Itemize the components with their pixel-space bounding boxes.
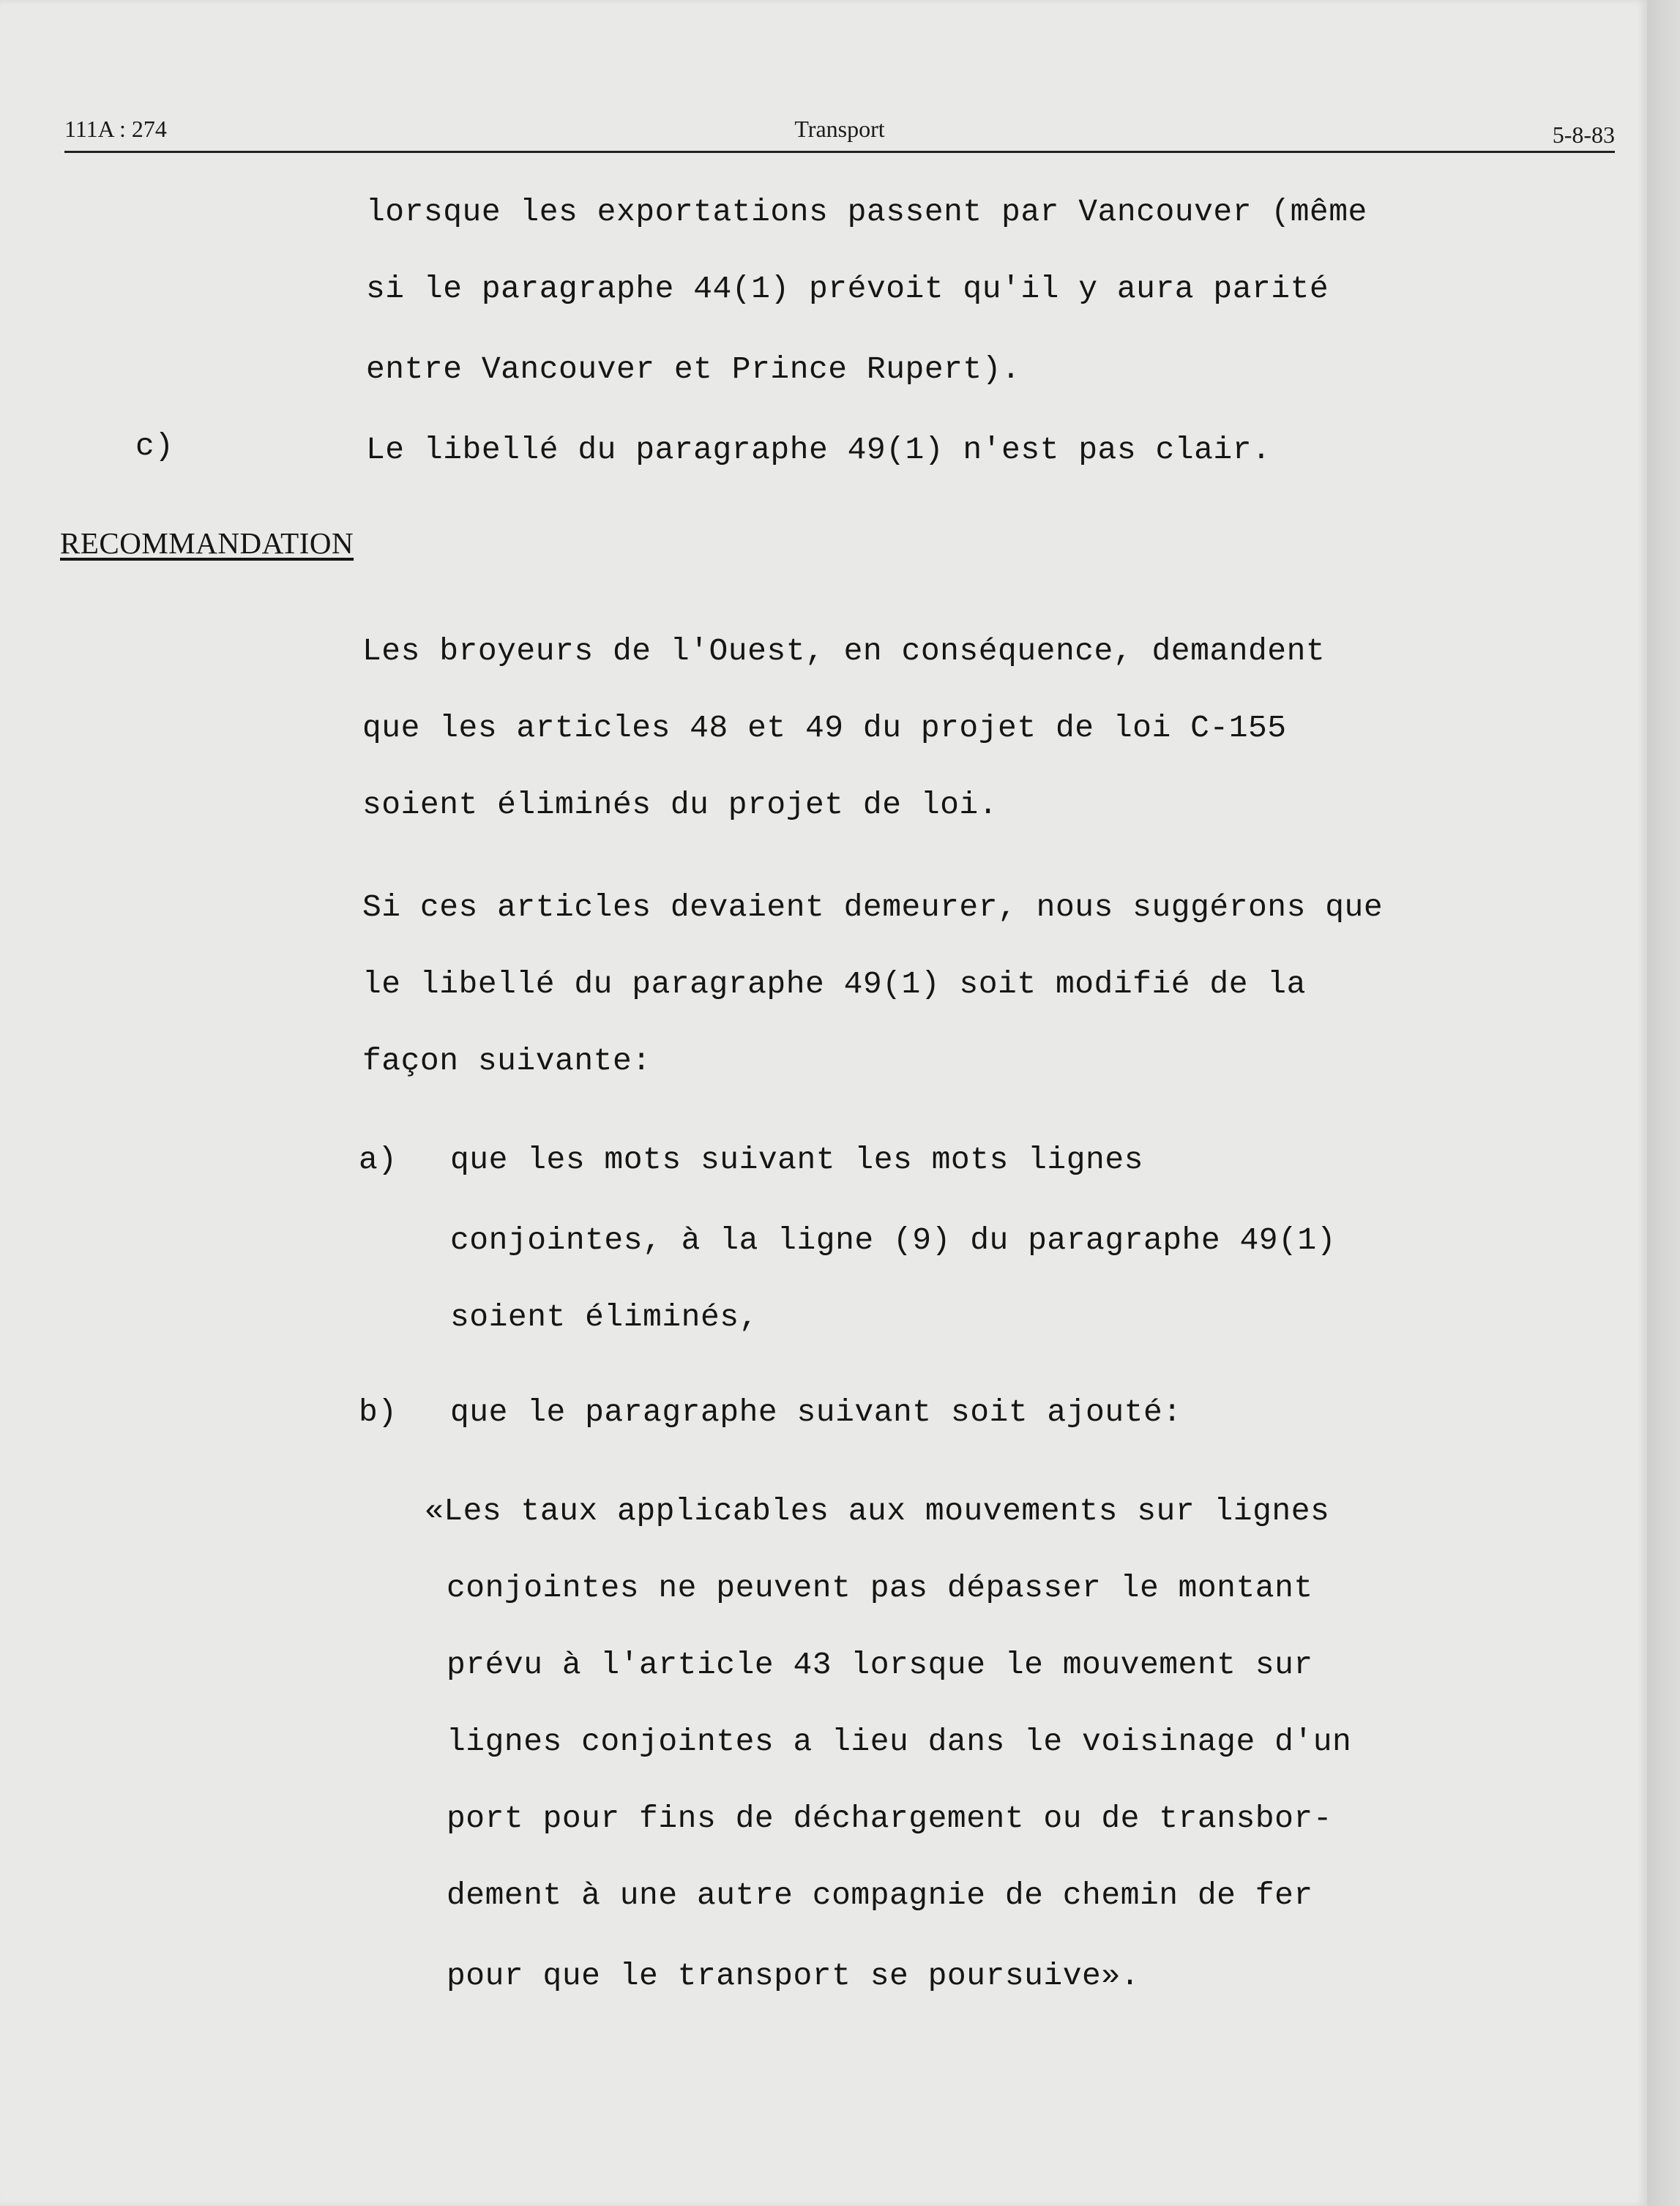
quote-line: prévu à l'article 43 lorsque le mouvement sur bbox=[447, 1647, 1313, 1683]
paragraph-line: le libellé du paragraphe 49(1) soit modifié de la bbox=[362, 966, 1306, 1002]
header-rule bbox=[64, 151, 1615, 153]
page-date: 5-8-83 bbox=[1552, 121, 1615, 148]
body-line: si le paragraphe 44(1) prévoit qu'il y aura parité bbox=[366, 271, 1329, 307]
paragraph-line: Les broyeurs de l'Ouest, en conséquence, demandent bbox=[362, 633, 1326, 669]
quote-line: lignes conjointes a lieu dans le voisinage d'un bbox=[447, 1724, 1352, 1760]
page-number: 111A : 274 bbox=[64, 116, 167, 142]
paragraph-line: soient éliminés du projet de loi. bbox=[362, 787, 998, 823]
list-item-c: Le libellé du paragraphe 49(1) n'est pas clair. bbox=[366, 432, 1272, 468]
list-marker-c: c) bbox=[135, 428, 174, 464]
list-item-a-line: conjointes, à la ligne (9) du paragraphe 49(1) bbox=[450, 1222, 1336, 1258]
paragraph-line: que les articles 48 et 49 du projet de loi C-155 bbox=[362, 710, 1287, 746]
paragraph-line: Si ces articles devaient demeurer, nous suggérons que bbox=[362, 889, 1384, 925]
quote-line: «Les taux applicables aux mouvements sur lignes bbox=[425, 1493, 1330, 1529]
body-line: entre Vancouver et Prince Rupert). bbox=[366, 351, 1021, 387]
list-item-a-line: que les mots suivant les mots lignes bbox=[450, 1142, 1143, 1178]
body-line: lorsque les exportations passent par Vancouver (même bbox=[366, 194, 1367, 230]
paragraph-line: façon suivante: bbox=[362, 1043, 652, 1079]
list-item-b: que le paragraphe suivant soit ajouté: bbox=[450, 1394, 1182, 1430]
list-marker-a: a) bbox=[359, 1142, 397, 1178]
page-header bbox=[64, 116, 1615, 152]
quote-line: port pour fins de déchargement ou de transbor- bbox=[447, 1801, 1332, 1836]
section-title: Transport bbox=[794, 116, 885, 142]
section-heading: RECOMMANDATION bbox=[60, 526, 354, 560]
quote-line: conjointes ne peuvent pas dépasser le montant bbox=[447, 1570, 1313, 1606]
list-item-a-line: soient éliminés, bbox=[450, 1299, 758, 1335]
quote-line: dement à une autre compagnie de chemin de fer bbox=[447, 1877, 1313, 1913]
quote-line: pour que le transport se poursuive». bbox=[447, 1958, 1140, 1994]
list-marker-b: b) bbox=[359, 1394, 397, 1430]
page-edge bbox=[1647, 0, 1680, 2206]
